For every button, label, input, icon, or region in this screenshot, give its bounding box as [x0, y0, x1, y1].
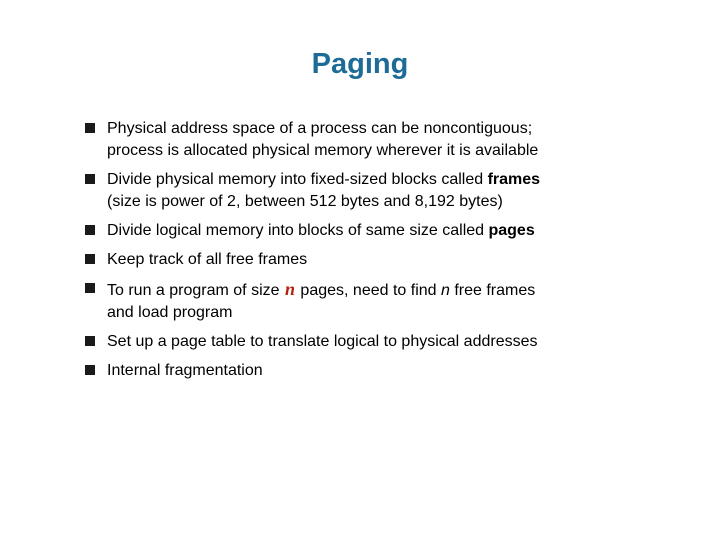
bullet-text: Keep track of all free frames	[107, 251, 308, 268]
slide-title: Paging	[311, 48, 409, 81]
square-bullet-icon	[85, 225, 95, 235]
bullet-text: Set up a page table to translate logical to physical addresses	[107, 333, 538, 350]
bullet-list	[84, 118, 704, 382]
square-bullet-icon	[85, 123, 95, 133]
bullet-text-line-2: (size is power of 2, between 512 bytes and 8,192 bytes)	[107, 193, 503, 210]
term-pages: pages	[488, 222, 535, 239]
square-bullet-icon	[85, 336, 95, 346]
bullet-text-line-1: Divide physical memory into fixed-sized blocks called	[107, 171, 488, 188]
bullet-item-noncontiguous	[84, 118, 704, 162]
bullet-item-run-program	[84, 278, 704, 324]
bullet-text-pre: To run a program of size	[107, 282, 284, 299]
term-frames: frames	[487, 171, 541, 188]
square-bullet-icon	[85, 254, 95, 264]
bullet-item-page-table	[84, 331, 704, 353]
bullet-text-mid: pages, need to find	[295, 282, 441, 299]
bullet-text-line-1: Physical address space of a process can be noncontiguous;	[107, 120, 533, 137]
square-bullet-icon	[85, 174, 95, 184]
square-bullet-icon	[85, 365, 95, 375]
bullet-text-post: free frames	[449, 282, 536, 299]
bullet-item-frames	[84, 169, 704, 213]
square-bullet-icon	[85, 283, 95, 293]
variable-n: n	[440, 282, 450, 299]
bullet-item-fragmentation	[84, 360, 704, 382]
bullet-item-pages	[84, 220, 704, 242]
variable-n-highlighted: n	[284, 279, 295, 299]
bullet-text-line-2: process is allocated physical memory wherever it is available	[107, 142, 539, 159]
bullet-text: Internal fragmentation	[107, 362, 263, 379]
bullet-item-free-frames	[84, 249, 704, 271]
bullet-text-line-2: and load program	[107, 304, 233, 321]
bullet-text: Divide logical memory into blocks of same size called	[107, 222, 489, 239]
